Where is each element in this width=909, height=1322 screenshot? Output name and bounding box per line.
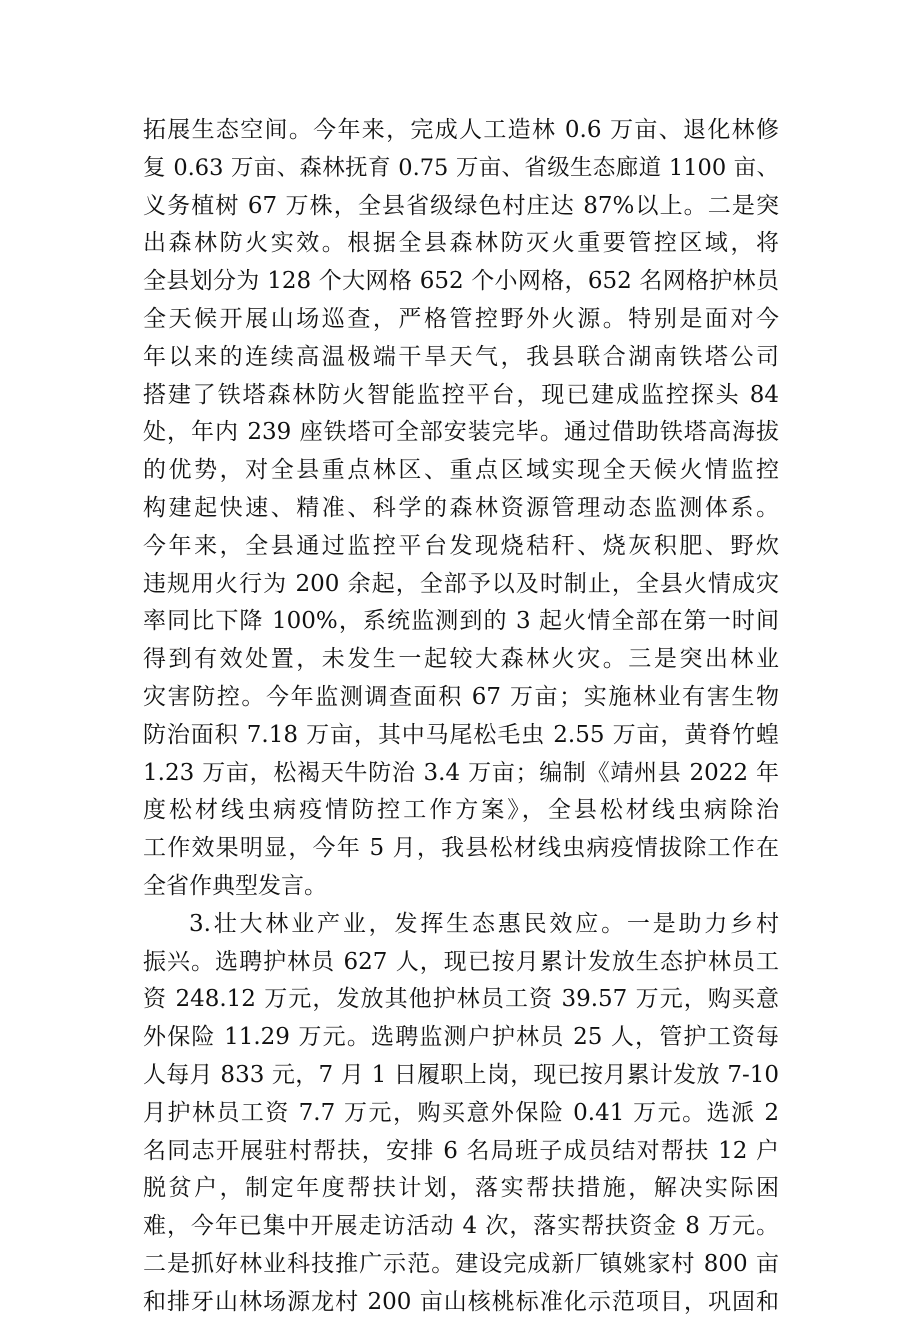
text-line-content: 违规用火行为 200 余起，全部予以及时制止，全县火情成灾 bbox=[143, 570, 779, 597]
text-line-content: 难，今年已集中开展走访活动 4 次，落实帮扶资金 8 万元。 bbox=[143, 1213, 779, 1240]
text-line-content: 的优势，对全县重点林区、重点区域实现全天候火情监控 bbox=[143, 457, 779, 484]
text-line-content: 名同志开展驻村帮扶，安排 6 名局班子成员结对帮扶 12 户 bbox=[143, 1137, 779, 1164]
text-line-content: 年以来的连续高温极端干旱天气，我县联合湖南铁塔公司 bbox=[143, 343, 779, 370]
text-line bbox=[143, 1284, 779, 1322]
text-line bbox=[143, 150, 779, 188]
text-line bbox=[143, 1095, 779, 1133]
text-line bbox=[143, 792, 779, 830]
text-line-content: 振兴。选聘护林员 627 人，现已按月累计发放生态护林员工 bbox=[143, 948, 779, 975]
text-line-content: 得到有效处置，未发生一起较大森林火灾。三是突出林业 bbox=[143, 646, 779, 673]
section-heading-line bbox=[143, 906, 779, 944]
text-line-content: 和排牙山林场源龙村 200 亩山核桃标准化示范项目，巩固和 bbox=[143, 1288, 779, 1315]
text-line bbox=[143, 679, 779, 717]
text-line bbox=[143, 225, 779, 263]
text-line bbox=[143, 188, 779, 226]
text-line-content: 全省作典型发言。 bbox=[143, 872, 327, 899]
text-line-content: 搭建了铁塔森林防火智能监控平台，现已建成监控探头 84 bbox=[143, 381, 779, 408]
text-line bbox=[143, 528, 779, 566]
text-line-content: 防治面积 7.18 万亩，其中马尾松毛虫 2.55 万亩，黄脊竹蝗 bbox=[143, 721, 779, 748]
text-line-content: 1.23 万亩，松褐天牛防治 3.4 万亩；编制《靖州县 2022 年 bbox=[143, 759, 779, 786]
text-line-content: 构建起快速、精准、科学的森林资源管理动态监测体系。 bbox=[143, 494, 779, 521]
text-line bbox=[143, 301, 779, 339]
text-line bbox=[143, 1208, 779, 1246]
text-line-content: 出森林防火实效。根据全县森林防灭火重要管控区域，将 bbox=[143, 230, 779, 257]
text-line-content: 3.壮大林业产业，发挥生态惠民效应。一是助力乡村 bbox=[189, 910, 779, 937]
text-line bbox=[143, 944, 779, 982]
text-line bbox=[143, 755, 779, 793]
body-text bbox=[143, 112, 779, 1322]
text-line-content: 全天候开展山场巡查，严格管控野外火源。特别是面对今 bbox=[143, 305, 779, 332]
text-line-content: 人每月 833 元，7 月 1 日履职上岗，现已按月累计发放 7-10 bbox=[143, 1061, 779, 1088]
text-line bbox=[143, 414, 779, 452]
text-line bbox=[143, 452, 779, 490]
text-line-content: 灾害防控。今年监测调查面积 67 万亩；实施林业有害生物 bbox=[143, 683, 779, 710]
text-line bbox=[143, 1133, 779, 1171]
text-line bbox=[143, 490, 779, 528]
text-line-content: 资 248.12 万元，发放其他护林员工资 39.57 万元，购买意 bbox=[143, 986, 779, 1013]
text-line-content: 今年来，全县通过监控平台发现烧秸秆、烧灰积肥、野炊 bbox=[143, 532, 779, 559]
text-line-content: 月护林员工资 7.7 万元，购买意外保险 0.41 万元。选派 2 bbox=[143, 1099, 779, 1126]
text-line-content: 度松材线虫病疫情防控工作方案》，全县松材线虫病除治 bbox=[143, 797, 779, 824]
text-line bbox=[143, 566, 779, 604]
text-line-content: 全县划分为 128 个大网格 652 个小网格，652 名网格护林员 bbox=[143, 268, 779, 295]
text-line-content: 处，年内 239 座铁塔可全部安装完毕。通过借助铁塔高海拔 bbox=[143, 419, 779, 446]
text-line-content: 二是抓好林业科技推广示范。建设完成新厂镇姚家村 800 亩 bbox=[143, 1250, 779, 1277]
text-line-content: 复 0.63 万亩、森林抚育 0.75 万亩、省级生态廊道 1100 亩、 bbox=[143, 154, 779, 181]
text-line bbox=[143, 263, 779, 301]
text-line bbox=[143, 641, 779, 679]
text-line-content: 拓展生态空间。今年来，完成人工造林 0.6 万亩、退化林修 bbox=[143, 117, 779, 143]
text-line bbox=[143, 1057, 779, 1095]
text-line-content: 工作效果明显，今年 5 月，我县松材线虫病疫情拔除工作在 bbox=[143, 835, 779, 862]
text-line bbox=[143, 112, 779, 150]
text-line bbox=[143, 603, 779, 641]
text-line-content: 义务植树 67 万株，全县省级绿色村庄达 87%以上。二是突 bbox=[143, 192, 779, 219]
text-line bbox=[143, 339, 779, 377]
text-line bbox=[143, 377, 779, 415]
text-line bbox=[143, 1019, 779, 1057]
text-line bbox=[143, 1246, 779, 1284]
text-line bbox=[143, 830, 779, 868]
text-line bbox=[143, 868, 779, 906]
text-line-content: 脱贫户，制定年度帮扶计划，落实帮扶措施，解决实际困 bbox=[143, 1175, 779, 1202]
text-line bbox=[143, 1170, 779, 1208]
text-line-content: 外保险 11.29 万元。选聘监测户护林员 25 人，管护工资每 bbox=[143, 1024, 779, 1051]
text-line-content: 率同比下降 100%，系统监测到的 3 起火情全部在第一时间 bbox=[143, 608, 779, 635]
text-line bbox=[143, 981, 779, 1019]
text-line bbox=[143, 717, 779, 755]
